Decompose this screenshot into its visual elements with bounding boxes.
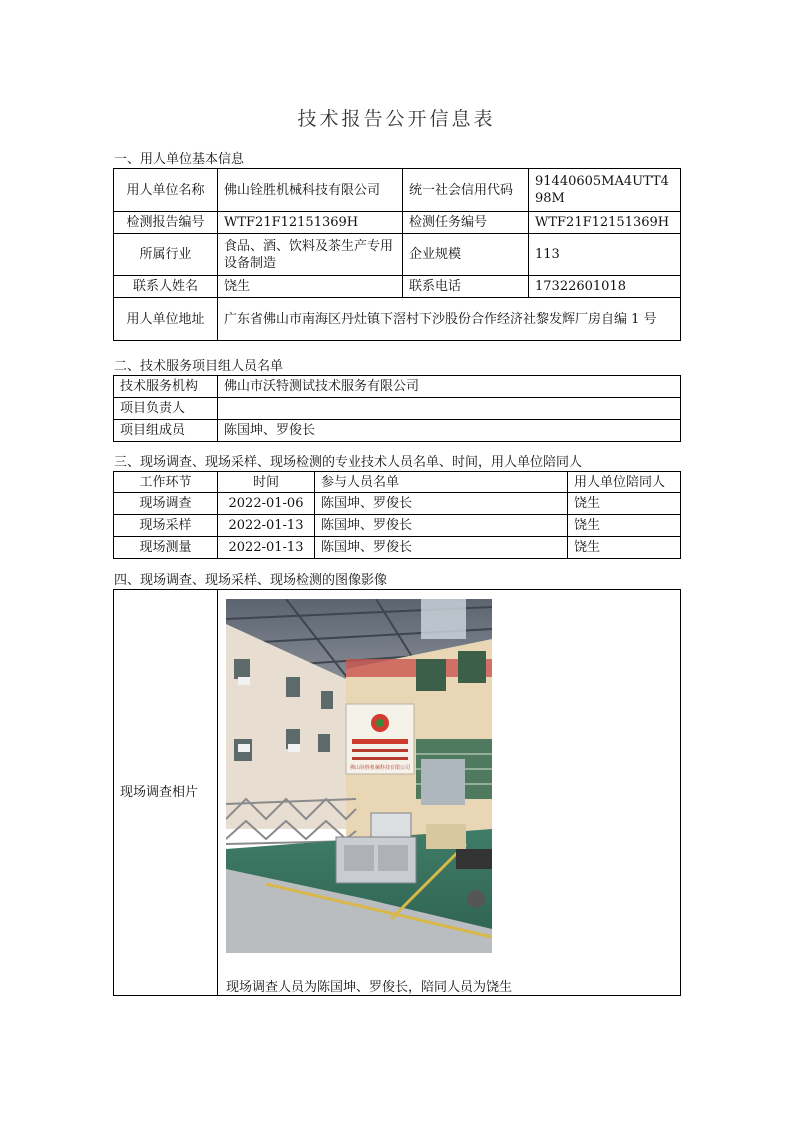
scale-value: 113 <box>529 234 681 276</box>
table-row <box>114 537 681 559</box>
section2-heading: 二、技术服务项目组人员名单 <box>114 359 284 374</box>
table-row <box>114 493 681 515</box>
fieldwork-table <box>113 471 681 559</box>
address-label: 用人单位地址 <box>114 298 218 341</box>
table-row <box>114 515 681 537</box>
section1-heading: 一、用人单位基本信息 <box>114 152 245 167</box>
row-escort: 饶生 <box>568 493 681 515</box>
contact-label: 联系人姓名 <box>114 276 218 298</box>
scale-label: 企业规模 <box>403 234 529 276</box>
photo-caption: 现场调查人员为陈国坤、罗俊长，陪同人员为饶生 <box>226 980 513 995</box>
org-label: 技术服务机构 <box>114 376 218 398</box>
photo-label: 现场调查相片 <box>114 590 218 996</box>
unit-name-value: 佛山铨胜机械科技有限公司 <box>218 169 403 212</box>
header-stage: 工作环节 <box>114 472 218 493</box>
industry-label: 所属行业 <box>114 234 218 276</box>
report-no-label: 检测报告编号 <box>114 212 218 234</box>
row-stage: 现场采样 <box>114 515 218 537</box>
sign-text: 佛山铨胜机械科技有限公司 <box>349 765 411 771</box>
section3-heading: 三、现场调查、现场采样、现场检测的专业技术人员名单、时间，用人单位陪同人 <box>114 455 583 470</box>
task-no-value: WTF21F12151369H <box>529 212 681 234</box>
row-participants: 陈国坤、罗俊长 <box>315 493 568 515</box>
page-title: 技术报告公开信息表 <box>297 108 496 130</box>
credit-code-label: 统一社会信用代码 <box>403 169 529 212</box>
header-date: 时间 <box>218 472 315 493</box>
row-participants: 陈国坤、罗俊长 <box>315 537 568 559</box>
leader-label: 项目负责人 <box>114 398 218 420</box>
row-participants: 陈国坤、罗俊长 <box>315 515 568 537</box>
row-escort: 饶生 <box>568 537 681 559</box>
header-participants: 参与人员名单 <box>315 472 568 493</box>
unit-name-label: 用人单位名称 <box>114 169 218 212</box>
site-photo <box>226 599 492 953</box>
row-date: 2022-01-13 <box>218 537 315 559</box>
row-escort: 饶生 <box>568 515 681 537</box>
row-stage: 现场测量 <box>114 537 218 559</box>
row-date: 2022-01-06 <box>218 493 315 515</box>
task-no-label: 检测任务编号 <box>403 212 529 234</box>
phone-label: 联系电话 <box>403 276 529 298</box>
row-stage: 现场调查 <box>114 493 218 515</box>
members-value: 陈国坤、罗俊长 <box>218 420 681 442</box>
industry-value: 食品、酒、饮料及茶生产专用设备制造 <box>218 234 403 276</box>
members-label: 项目组成员 <box>114 420 218 442</box>
credit-code-value: 91440605MA4UTT498M <box>529 169 681 212</box>
address-value: 广东省佛山市南海区丹灶镇下滘村下沙股份合作经济社黎发辉厂房自编 1 号 <box>218 298 681 341</box>
leader-value <box>218 398 681 420</box>
header-escort: 用人单位陪同人 <box>568 472 681 493</box>
org-value: 佛山市沃特测试技术服务有限公司 <box>218 376 681 398</box>
unit-info-table <box>113 168 681 341</box>
row-date: 2022-01-13 <box>218 515 315 537</box>
phone-value: 17322601018 <box>529 276 681 298</box>
section4-heading: 四、现场调查、现场采样、现场检测的图像影像 <box>114 573 388 588</box>
report-no-value: WTF21F12151369H <box>218 212 403 234</box>
team-table <box>113 375 681 442</box>
contact-value: 饶生 <box>218 276 403 298</box>
